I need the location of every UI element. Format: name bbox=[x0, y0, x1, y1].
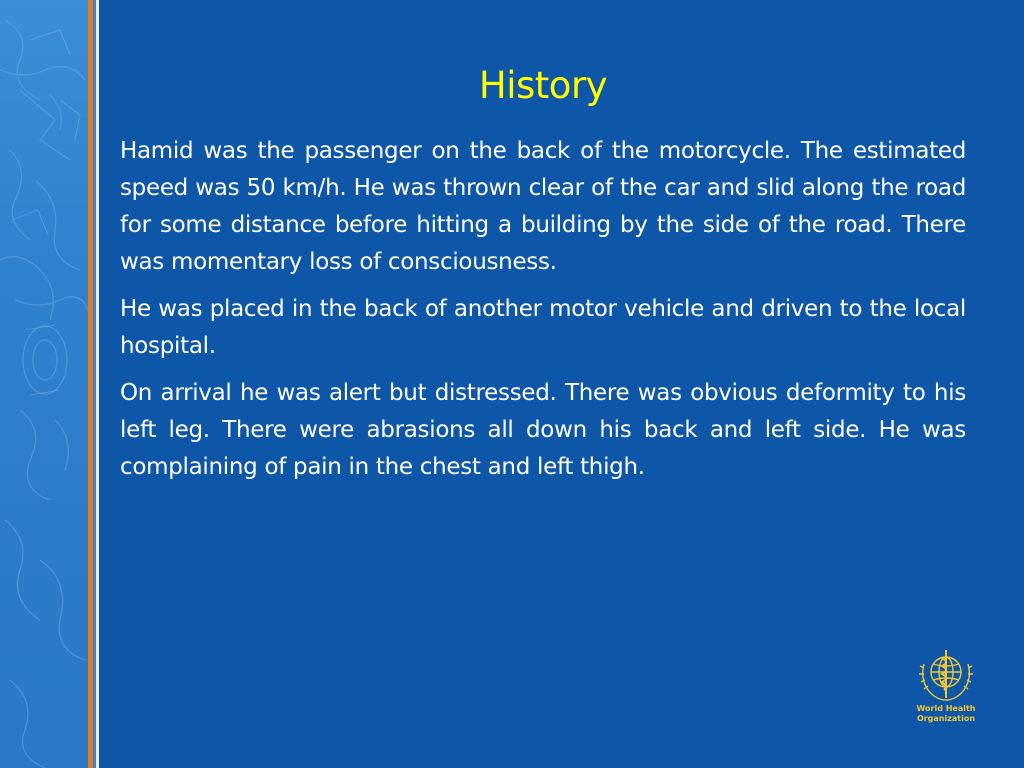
paragraph-1: Hamid was the passenger on the back of the motorcycle. The estimated speed was 50 km/h. He was thrown clear of the car and slid along the road for some distance before hitting a building by the side of the road. There was momentary loss of consciousness. bbox=[120, 138, 966, 275]
who-name-line1: World Health bbox=[916, 704, 976, 713]
paragraph-2: He was placed in the back of another motor vehicle and driven to the local hospital. bbox=[120, 296, 966, 359]
slide-title: History bbox=[478, 64, 608, 107]
accent-stripe-white bbox=[96, 0, 99, 768]
who-name-line2: Organization bbox=[916, 714, 976, 723]
paragraph-3: On arrival he was alert but distressed. There was obvious deformity to his left leg. There were abrasions all down his back and left side. He was complaining of pain in the chest and left thigh. bbox=[120, 380, 966, 480]
sketch-illustration-icon bbox=[0, 0, 88, 768]
who-logo bbox=[908, 644, 984, 734]
decorative-side-panel bbox=[0, 0, 88, 768]
who-name bbox=[908, 704, 984, 724]
who-emblem-icon bbox=[916, 644, 976, 704]
slide-body bbox=[120, 133, 966, 496]
